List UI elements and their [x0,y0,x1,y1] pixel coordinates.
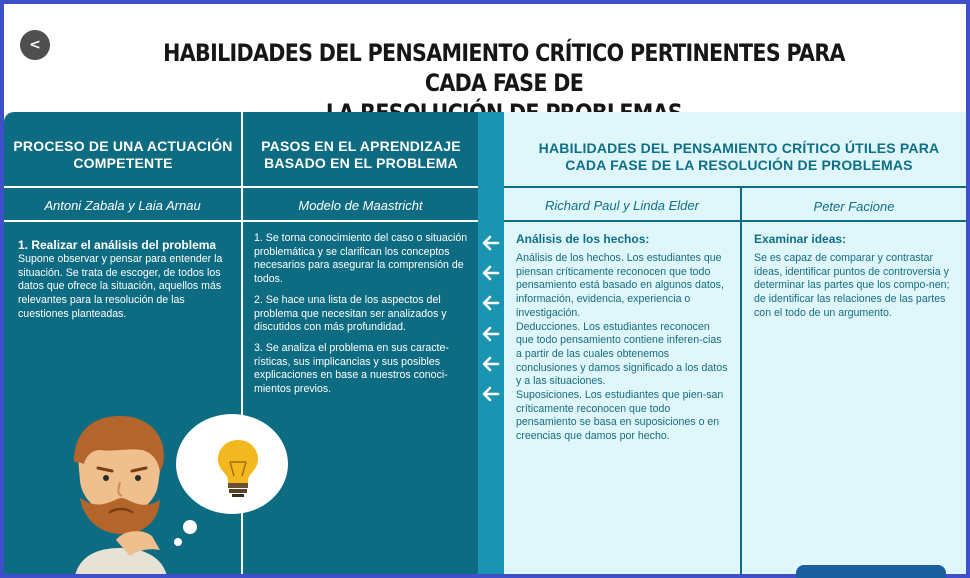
col1-body [18,238,234,322]
back-button[interactable] [20,30,50,60]
list-item: 2. Se hace una lista de los aspectos del problema que necesitan ser analizados y discutidos con más profundidad. [254,293,447,334]
arrow-left-icon [482,294,500,312]
arrow-left-icon [482,355,500,373]
right-header: HABILIDADES DEL PENSAMIENTO CRÍTICO ÚTILES PARA CADA FASE DE LA RESOLUCIÓN DE PROBLEMAS [538,140,940,173]
col4-subhead: Examinar ideas: [754,232,847,246]
paragraph: Deducciones. Los estudiantes reconocen que todo pensamiento contiene inferen-cias a partir de las cuales obtenemos conclusiones y damos significado a los datos y a las situaciones. [516,320,728,388]
row-divider [504,220,966,222]
step-title: 1. Realizar el análisis del problema [18,238,217,252]
thinking-man-illustration [54,412,314,574]
col2-body [254,232,470,404]
row-divider [4,220,478,222]
bottom-tab [796,565,946,578]
col3-subhead: Análisis de los hechos: [516,232,650,246]
col1-author: Antoni Zabala y Laia Arnau [44,198,201,213]
comparison-table [4,112,966,574]
col4-text: Se es capaz de comparar y contrastar ideas, identificar puntos de controversia y determinar las partes que los compo-nen; de identificar las relaciones de las partes con el todo de un argumento. [754,252,950,319]
list-item: 3. Se analiza el problema en sus caracte-rísticas, sus implicancias y sus posibles explicaciones en base a nuestros conoci-mientos previos. [254,341,449,396]
col2-header: PASOS EN EL APRENDIZAJE BASADO EN EL PROBLEMA [261,138,461,171]
arrow-strip [478,112,504,574]
col2-author: Modelo de Maastricht [298,198,423,213]
col1-header: PROCESO DE UNA ACTUACIÓN COMPETENTE [13,138,233,171]
col3-author: Richard Paul y Linda Elder [545,198,699,213]
col3-body [516,232,730,444]
person [74,416,168,574]
row-divider [4,186,478,188]
paragraph: Análisis de los hechos. Los estudiantes que piensan críticamente reconocen que todo pensamiento está basado en algunos datos, información, evidencia, experiencia o investigación. [516,252,724,319]
arrow-left-icon [482,234,500,252]
arrow-left-icon [482,385,500,403]
list-item: 1. Se torna conocimiento del caso o situación problemática y se clarifican los conceptos necesarios para asegurar la comprensión de todos. [254,232,468,286]
step-text: Supone observar y pensar para entender la situación. Se trata de escoger, de todos los datos que ofrece la situación, aquellos más relevantes para la resolución de las cuestiones planteadas. [18,253,223,320]
col4-author: Peter Facione [813,199,895,214]
column-divider [740,188,742,574]
infographic-frame [4,4,966,574]
arrow-left-icon [482,264,500,282]
arrow-left-icon [482,325,500,343]
chevron-left-icon: < [29,37,41,53]
paragraph: Suposiciones. Los estudiantes que pien-san críticamente reconocen que todo pensamiento se basa en suposiciones o en creencias que damos por hecho. [516,389,724,443]
col4-body [754,232,960,321]
row-divider [504,186,966,188]
title-line-1: HABILIDADES DEL PENSAMIENTO CRÍTICO PERTINENTES PARA CADA FASE DE [163,39,845,97]
